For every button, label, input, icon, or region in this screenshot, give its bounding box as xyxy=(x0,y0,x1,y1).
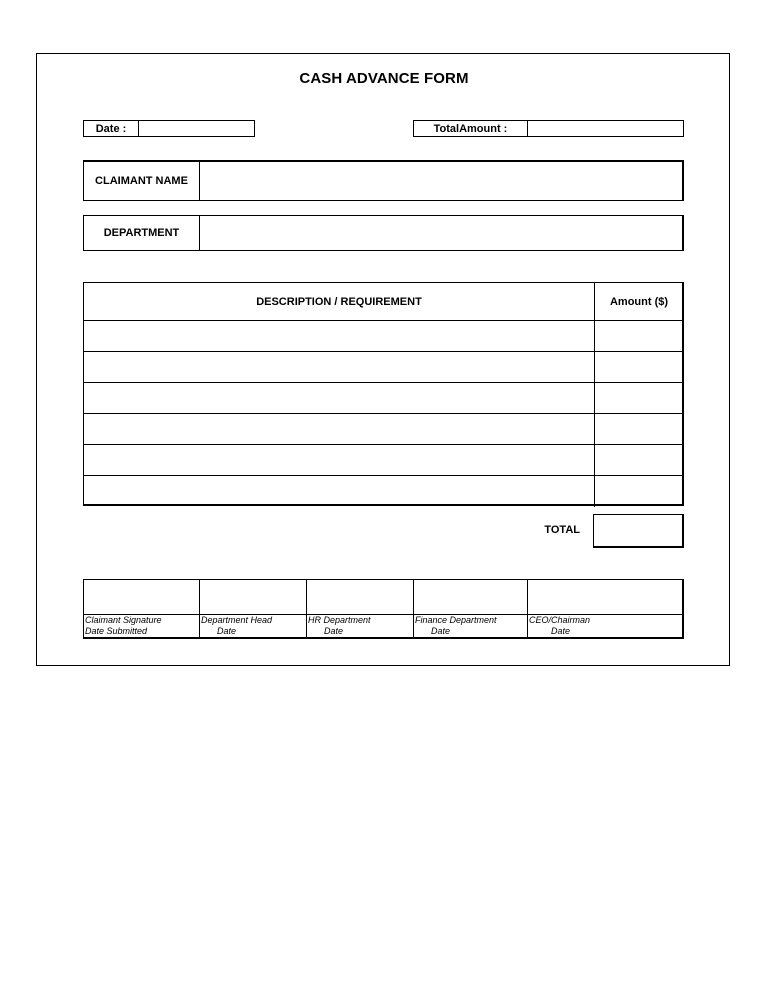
signature-line[interactable] xyxy=(200,580,306,615)
signature-title: Claimant Signature xyxy=(85,615,162,625)
date-field[interactable] xyxy=(138,120,255,137)
total-label: TOTAL xyxy=(544,524,580,536)
amount-header: Amount ($) xyxy=(594,283,683,320)
amount-cell[interactable] xyxy=(594,445,683,475)
signature-date: Date Submitted xyxy=(85,626,148,636)
table-row xyxy=(84,321,682,352)
signature-department-head xyxy=(200,580,307,637)
amount-cell[interactable] xyxy=(594,414,683,444)
signature-date: Date xyxy=(324,626,344,636)
signature-date: Date xyxy=(551,626,571,636)
description-cell[interactable] xyxy=(84,445,594,475)
table-row xyxy=(84,476,682,507)
total-field[interactable] xyxy=(593,514,684,548)
description-cell[interactable] xyxy=(84,414,594,444)
signature-finance xyxy=(414,580,528,637)
signature-table xyxy=(83,579,684,639)
amount-cell[interactable] xyxy=(594,352,683,382)
description-cell[interactable] xyxy=(84,476,594,507)
signature-label xyxy=(415,615,497,637)
amount-cell[interactable] xyxy=(594,476,683,507)
description-cell[interactable] xyxy=(84,383,594,413)
signature-label xyxy=(201,615,272,637)
signature-label xyxy=(308,615,371,637)
signature-line[interactable] xyxy=(528,580,683,615)
signature-date: Date xyxy=(217,626,237,636)
signature-title: Department Head xyxy=(201,615,273,625)
claimant-name-label: CLAIMANT NAME xyxy=(83,160,200,201)
table-row xyxy=(84,352,682,383)
department-field[interactable] xyxy=(199,215,684,251)
signature-date: Date xyxy=(431,626,451,636)
table-header xyxy=(84,283,682,321)
table-row xyxy=(84,414,682,445)
signature-label xyxy=(85,615,162,637)
signature-line[interactable] xyxy=(414,580,527,615)
table-row xyxy=(84,445,682,476)
claimant-name-field[interactable] xyxy=(199,160,684,201)
amount-cell[interactable] xyxy=(594,383,683,413)
description-cell[interactable] xyxy=(84,321,594,351)
department-label: DEPARTMENT xyxy=(83,215,200,251)
signature-line[interactable] xyxy=(307,580,413,615)
date-label: Date : xyxy=(83,120,139,137)
signature-title: Finance Department xyxy=(415,615,497,625)
table-row xyxy=(84,383,682,414)
signature-title: HR Department xyxy=(308,615,371,625)
total-amount-label: TotalAmount : xyxy=(413,120,528,137)
total-amount-field[interactable] xyxy=(527,120,684,137)
amount-cell[interactable] xyxy=(594,321,683,351)
form-title: CASH ADVANCE FORM xyxy=(299,70,469,87)
table-body xyxy=(84,321,682,507)
description-table xyxy=(83,282,684,506)
signature-hr xyxy=(307,580,414,637)
signature-label xyxy=(529,615,590,637)
description-cell[interactable] xyxy=(84,352,594,382)
description-header: DESCRIPTION / REQUIREMENT xyxy=(256,295,422,308)
signature-title: CEO/Chairman xyxy=(529,615,591,625)
signature-claimant xyxy=(84,580,200,637)
signature-ceo xyxy=(528,580,683,637)
signature-line[interactable] xyxy=(84,580,199,615)
